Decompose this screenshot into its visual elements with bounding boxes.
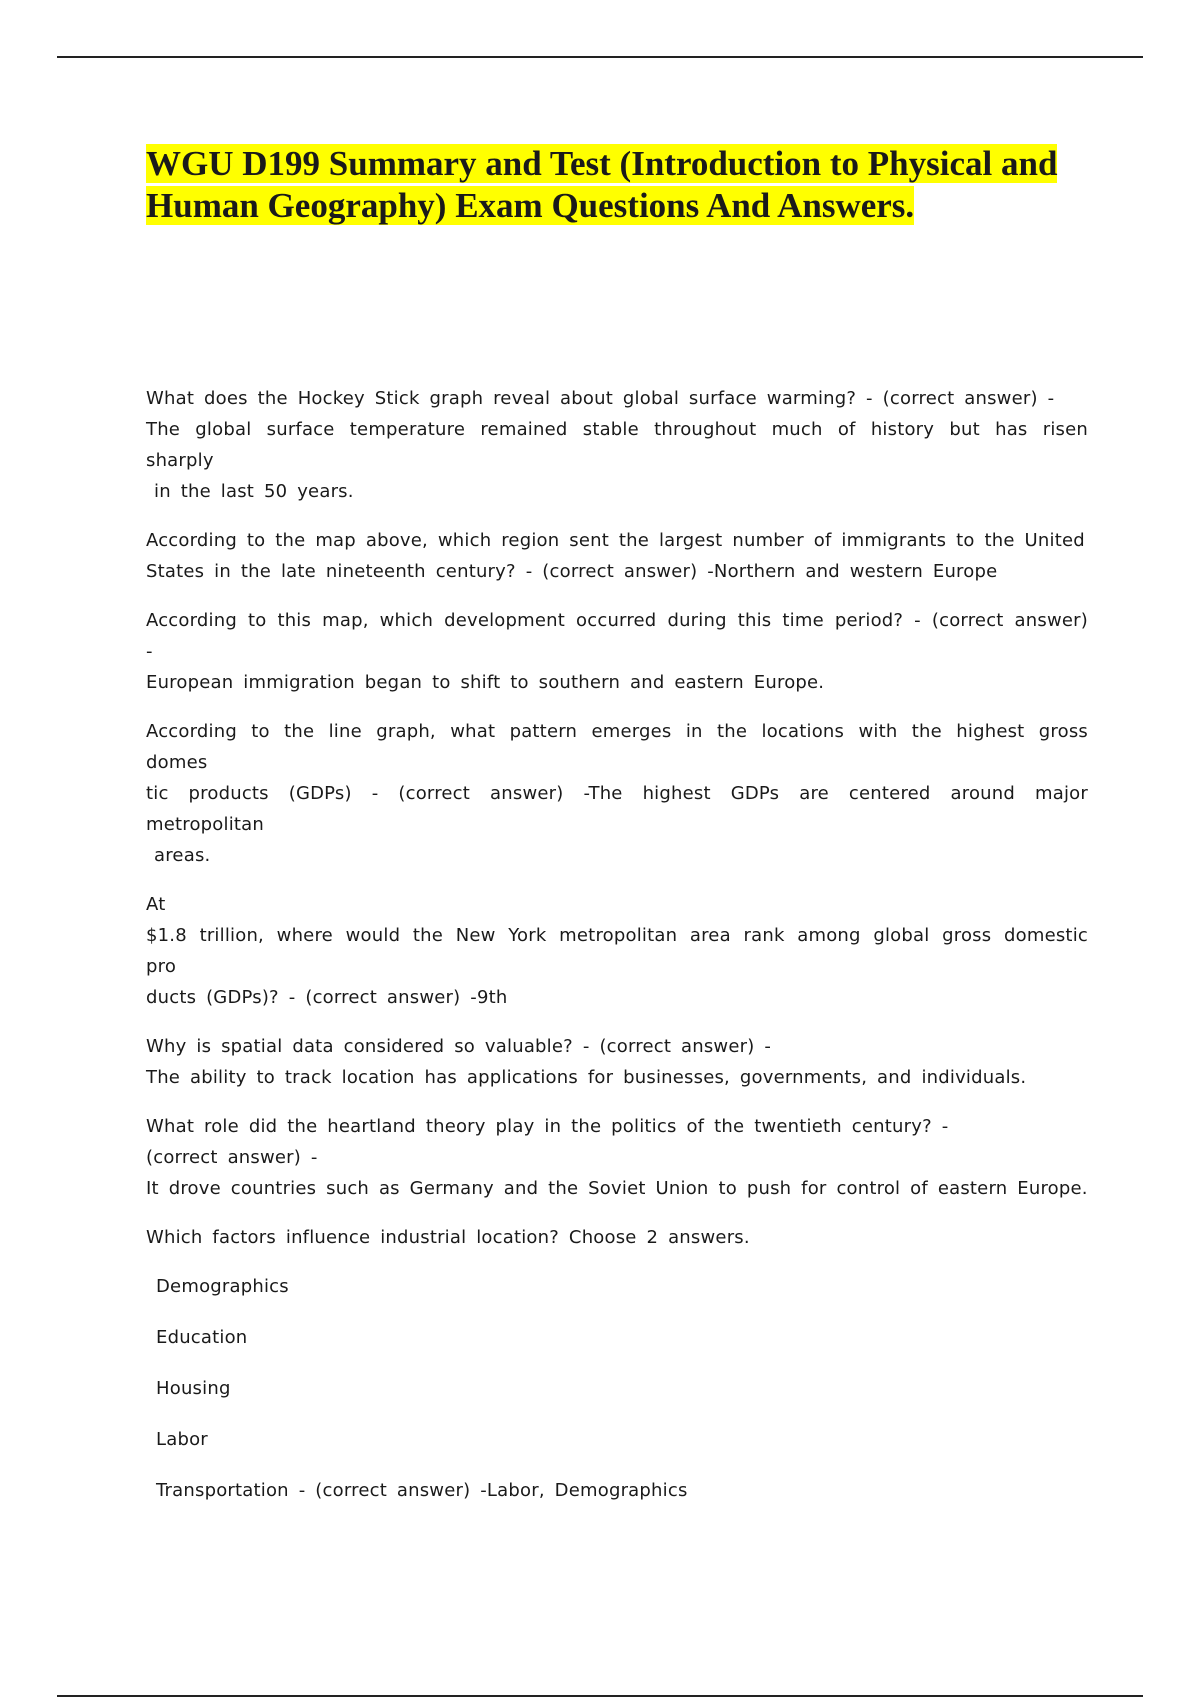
qa-line: Why is spatial data considered so valuable? - (correct answer) - bbox=[146, 1036, 772, 1057]
qa-line: According to the map above, which region sent the largest number of immigrants to the United bbox=[146, 530, 1085, 551]
qa-line: At bbox=[146, 894, 166, 915]
bottom-rule bbox=[57, 1695, 1143, 1697]
choice-item: Transportation - (correct answer) -Labor, Demographics bbox=[156, 1480, 688, 1501]
qa-item bbox=[146, 1111, 1088, 1204]
qa-line: What role did the heartland theory play in the politics of the twentieth century? - bbox=[146, 1116, 949, 1137]
qa-line: The ability to track location has applications for businesses, governments, and individuals. bbox=[146, 1067, 1027, 1088]
qa-item bbox=[146, 889, 1088, 1013]
qa-line: States in the late nineteenth century? - (correct answer) -Northern and western Europe bbox=[146, 561, 998, 582]
choice-item: Labor bbox=[156, 1429, 208, 1450]
qa-item bbox=[146, 716, 1088, 871]
title-highlight: WGU D199 Summary and Test (Introduction to Physical and Human Geography) Exam Questions And Answers. bbox=[146, 144, 1058, 225]
qa-line: ducts (GDPs)? - (correct answer) -9th bbox=[146, 987, 508, 1008]
qa-line: (correct answer) - bbox=[146, 1147, 318, 1168]
qa-item bbox=[146, 525, 1088, 587]
qa-line: European immigration began to shift to southern and eastern Europe. bbox=[146, 672, 825, 693]
final-question: Which factors influence industrial location? Choose 2 answers. bbox=[146, 1227, 750, 1248]
qa-line: $1.8 trillion, where would the New York metropolitan area rank among global gross domestic pro bbox=[146, 925, 1088, 977]
qa-line: in the last 50 years. bbox=[154, 481, 354, 502]
document-body bbox=[146, 383, 1088, 1526]
document-title bbox=[146, 143, 1086, 227]
answer-choices bbox=[156, 1271, 1088, 1506]
qa-line: What does the Hockey Stick graph reveal about global surface warming? - (correct answer) - bbox=[146, 388, 1055, 409]
choice-item: Housing bbox=[156, 1378, 231, 1399]
choice-item: Education bbox=[156, 1327, 248, 1348]
qa-line: According to the line graph, what pattern emerges in the locations with the highest gross domes bbox=[146, 721, 1088, 773]
top-rule bbox=[57, 56, 1143, 58]
qa-line: It drove countries such as Germany and the Soviet Union to push for control of eastern Europe. bbox=[146, 1178, 1088, 1199]
choice-item: Demographics bbox=[156, 1276, 289, 1297]
qa-line: areas. bbox=[154, 845, 211, 866]
qa-line: The global surface temperature remained stable throughout much of history but has risen sharply bbox=[146, 419, 1088, 471]
qa-item bbox=[146, 383, 1088, 507]
qa-item bbox=[146, 605, 1088, 698]
qa-item bbox=[146, 1031, 1088, 1093]
qa-line: tic products (GDPs) - (correct answer) -The highest GDPs are centered around major metropolitan bbox=[146, 783, 1088, 835]
qa-line: According to this map, which development occurred during this time period? - (correct answer) - bbox=[146, 610, 1088, 662]
